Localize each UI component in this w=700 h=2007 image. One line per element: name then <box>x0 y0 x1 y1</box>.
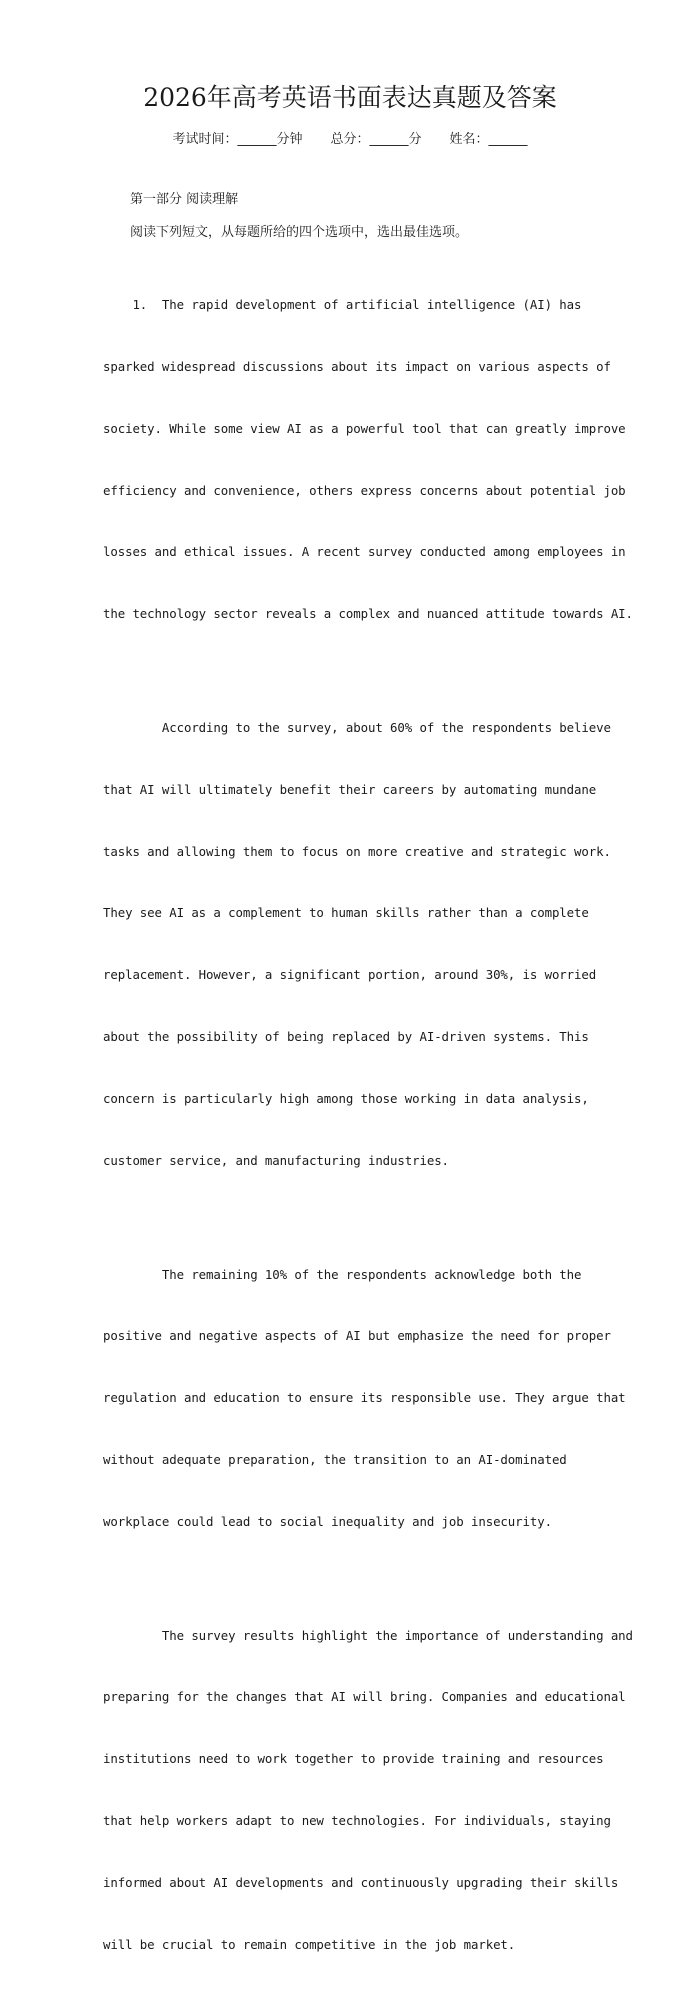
paragraph-line: that AI will ultimately benefit their careers by automating mundane <box>103 781 597 797</box>
reading-passage <box>103 254 633 2007</box>
exam-time-field: 考试时间：______分钟 <box>172 132 303 147</box>
paragraph-line: society. While some view AI as a powerful tool that can greatly improve <box>103 420 626 436</box>
passage-paragraph-2 <box>103 677 611 1212</box>
paragraph-line: According to the survey, about 60% of the respondents believe <box>103 720 611 736</box>
paragraph-line: workplace could lead to social inequality and job insecurity. <box>103 1513 552 1529</box>
section-heading: 第一部分 阅读理解 <box>130 192 239 207</box>
page-title: 2026年高考英语书面表达真题及答案 <box>143 83 557 112</box>
paragraph-line: institutions need to work together to provide training and resources <box>103 1751 604 1767</box>
instructions-text: 阅读下列短文，从每题所给的四个选项中，选出最佳选项。 <box>130 225 469 240</box>
paragraph-line: will be crucial to remain competitive in the job market. <box>103 1936 516 1952</box>
exam-info-line <box>0 130 700 150</box>
paragraph-line: about the possibility of being replaced by AI-driven systems. This <box>103 1028 589 1044</box>
paragraph-line: efficiency and convenience, others express concerns about potential job <box>103 482 626 498</box>
paragraph-line: sparked widespread discussions about its impact on various aspects of <box>103 358 611 374</box>
passage-paragraph-1 <box>103 254 633 666</box>
paragraph-line: preparing for the changes that AI will bring. Companies and educational <box>103 1689 626 1705</box>
paragraph-line: replacement. However, a significant portion, around 30%, is worried <box>103 967 597 983</box>
paragraph-line: The remaining 10% of the respondents acknowledge both the <box>103 1266 582 1282</box>
total-score-field: 总分：______分 <box>330 132 422 147</box>
student-name-field: 姓名：______ <box>449 132 528 147</box>
paragraph-line: regulation and education to ensure its responsible use. They argue that <box>103 1390 626 1406</box>
paragraph-line: without adequate preparation, the transition to an AI-dominated <box>103 1451 567 1467</box>
paragraph-line: the technology sector reveals a complex and nuanced attitude towards AI. <box>103 606 633 622</box>
paragraph-line: concern is particularly high among those working in data analysis, <box>103 1090 589 1106</box>
passage-paragraph-3 <box>103 1223 626 1573</box>
paragraph-line: customer service, and manufacturing industries. <box>103 1152 449 1168</box>
paragraph-line: positive and negative aspects of AI but emphasize the need for proper <box>103 1328 611 1344</box>
paragraph-line: The survey results highlight the importance of understanding and <box>103 1627 633 1643</box>
paragraph-line: losses and ethical issues. A recent survey conducted among employees in <box>103 544 626 560</box>
paragraph-line: informed about AI developments and continuously upgrading their skills <box>103 1874 619 1890</box>
paragraph-line: tasks and allowing them to focus on more creative and strategic work. <box>103 843 611 859</box>
passage-paragraph-4 <box>103 1584 633 1996</box>
paragraph-line: They see AI as a complement to human skills rather than a complete <box>103 905 589 921</box>
paragraph-line: that help workers adapt to new technologies. For individuals, staying <box>103 1812 611 1828</box>
paragraph-line: 1. The rapid development of artificial intelligence (AI) has <box>103 297 582 313</box>
